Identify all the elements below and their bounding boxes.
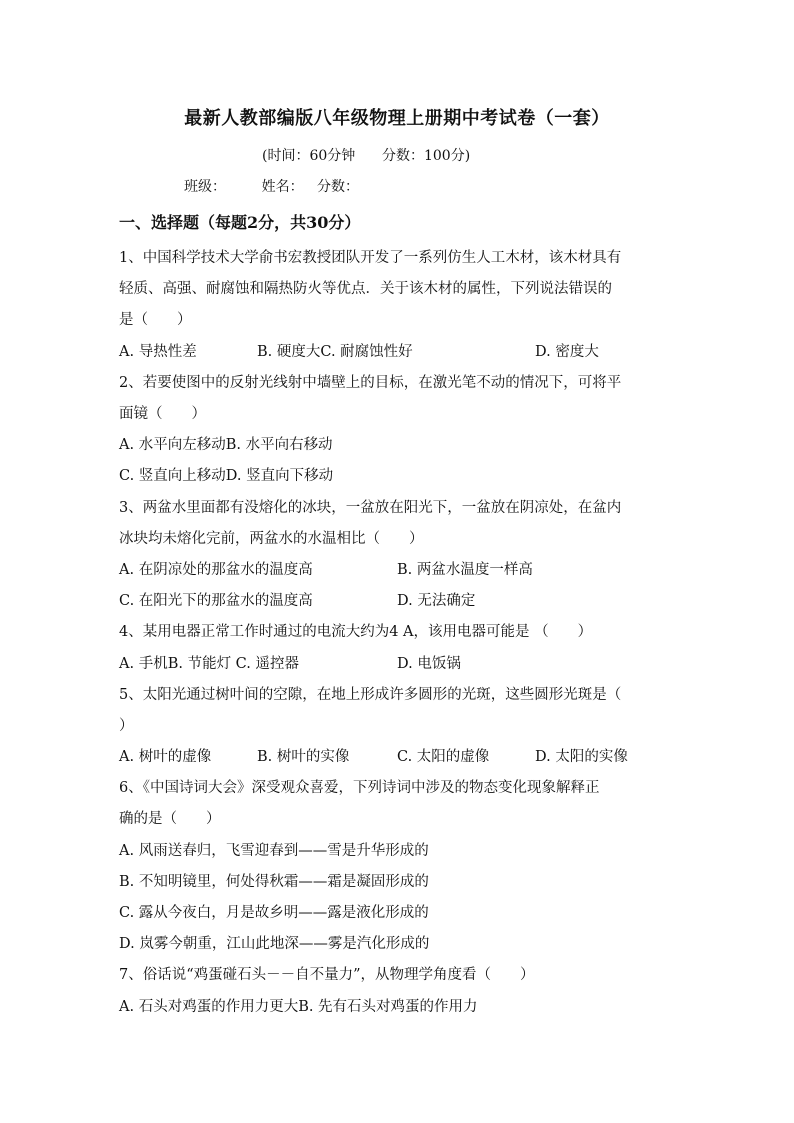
question-line: 冰块均未熔化完前，两盆水的水温相比（ ）: [119, 531, 424, 547]
q5-option-c: C. 太阳的虚像: [397, 749, 490, 765]
question-line: 5、太阳光通过树叶间的空隙，在地上形成许多圆形的光斑，这些圆形光斑是（: [119, 687, 622, 703]
question-4: [119, 617, 679, 648]
question-line: 6、《中国诗词大会》深受观众喜爱，下列诗词中涉及的物态变化现象解释正: [119, 780, 600, 796]
question-line: ）: [119, 718, 134, 734]
question-6: [119, 773, 679, 835]
q1-option-d: D. 密度大: [535, 344, 599, 360]
question-1: [119, 243, 679, 336]
name-label: 姓名：: [261, 179, 304, 195]
q3-option-c: C. 在阳光下的那盆水的温度高: [119, 593, 313, 609]
section-heading-choice: 一、选择题（每题2分，共30分）: [119, 213, 361, 232]
q6-option-c: C. 露从今夜白，月是故乡明——露是液化形成的: [119, 905, 429, 921]
q5-option-a: A. 树叶的虚像: [119, 749, 212, 765]
q7-option-ab: A. 石头对鸡蛋的作用力更大B. 先有石头对鸡蛋的作用力: [119, 999, 478, 1015]
student-info-line: [184, 176, 359, 196]
q3-option-d: D. 无法确定: [397, 593, 476, 609]
question-line: 4、某用电器正常工作时通过的电流大约为4 A，该用电器可能是 （ ）: [119, 624, 593, 640]
q1-option-a: A. 导热性差: [119, 344, 197, 360]
q6-option-a: A. 风雨送春归，飞雪迎春到——雪是升华形成的: [119, 843, 429, 859]
q2-option-ab: A. 水平向左移动B. 水平向右移动: [119, 437, 333, 453]
q6-option-b: B. 不知明镜里，何处得秋霜——霜是凝固形成的: [119, 874, 429, 890]
question-line: 面镜（ ）: [119, 406, 206, 422]
question-line: 3、两盆水里面都有没熔化的冰块，一盆放在阳光下，一盆放在阴凉处，在盆内: [119, 500, 622, 516]
question-7: [119, 960, 679, 991]
exam-time-info: (时间：60分钟 分数：100分): [262, 148, 471, 164]
q3-option-a: A. 在阴凉处的那盆水的温度高: [119, 562, 313, 578]
q5-option-b: B. 树叶的实像: [257, 749, 350, 765]
q4-option-d: D. 电饭锅: [397, 656, 461, 672]
question-line: 1、中国科学技术大学俞书宏教授团队开发了一系列仿生人工木材，该木材具有: [119, 250, 622, 266]
question-line: 轻质、高强、耐腐蚀和隔热防火等优点．关于该木材的属性，下列说法错误的: [119, 281, 612, 297]
question-line: 7、俗话说“鸡蛋碰石头－－自不量力”，从物理学角度看（ ）: [119, 967, 535, 983]
question-line: 2、若要使图中的反射光线射中墙壁上的目标，在激光笔不动的情况下，可将平: [119, 375, 622, 391]
q4-option-abc: A. 手机B. 节能灯 C. 遥控器: [119, 656, 299, 672]
q5-option-d: D. 太阳的实像: [535, 749, 628, 765]
page-title: 最新人教部编版八年级物理上册期中考试卷（一套）: [184, 108, 610, 129]
question-2: [119, 368, 679, 430]
question-3: [119, 493, 679, 555]
score-label: 分数：: [316, 179, 359, 195]
question-line: 是（ ）: [119, 312, 192, 328]
class-label: 班级：: [184, 179, 226, 195]
question-5: [119, 680, 679, 742]
q1-option-bc: B. 硬度大C. 耐腐蚀性好: [257, 344, 413, 360]
q6-option-d: D. 岚雾今朝重，江山此地深——雾是汽化形成的: [119, 936, 430, 952]
q2-option-cd: C. 竖直向上移动D. 竖直向下移动: [119, 468, 334, 484]
question-line: 确的是（ ）: [119, 811, 221, 827]
q3-option-b: B. 两盆水温度一样高: [397, 562, 533, 578]
